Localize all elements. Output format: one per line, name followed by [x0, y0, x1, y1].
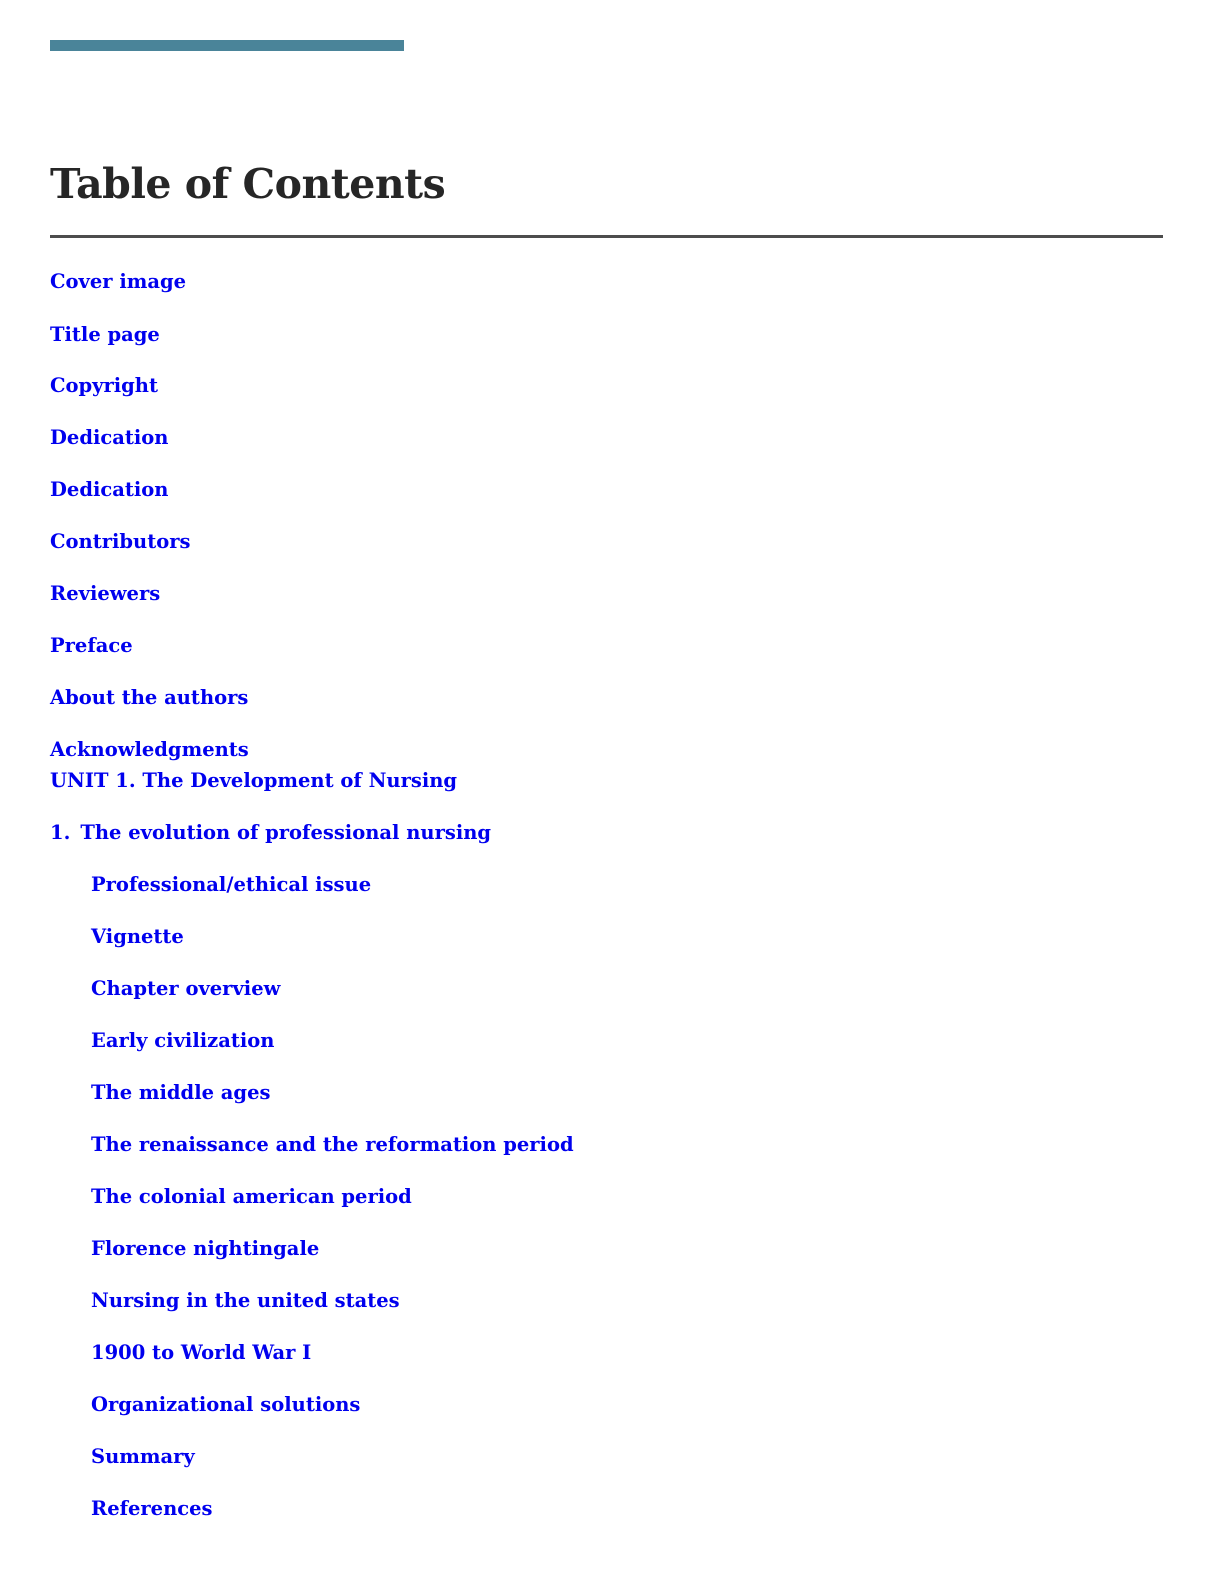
- toc-link-early-civilization[interactable]: Early civilization: [91, 1029, 275, 1052]
- toc-link-chapter-1[interactable]: [50, 821, 491, 844]
- chapter-number: 1.: [50, 821, 71, 844]
- toc-link-contributors[interactable]: Contributors: [50, 530, 191, 553]
- toc-item-references: [91, 1497, 213, 1520]
- toc-link-acknowledgments[interactable]: Acknowledgments: [50, 738, 249, 761]
- toc-item-cover-image: [50, 270, 186, 293]
- toc-link-reviewers[interactable]: Reviewers: [50, 582, 161, 605]
- toc-link-florence-nightingale[interactable]: Florence nightingale: [91, 1237, 320, 1260]
- toc-item-title-page: [50, 323, 160, 346]
- toc-item-summary: [91, 1445, 195, 1468]
- toc-item-renaissance-reformation: [91, 1133, 574, 1156]
- toc-link-middle-ages[interactable]: The middle ages: [91, 1081, 271, 1104]
- toc-item-acknowledgments: [50, 738, 249, 761]
- toc-item-reviewers: [50, 582, 160, 605]
- toc-link-preface[interactable]: Preface: [50, 634, 133, 657]
- toc-link-dedication[interactable]: Dedication: [50, 478, 169, 501]
- toc-link-summary[interactable]: Summary: [91, 1445, 195, 1468]
- toc-item-preface: [50, 634, 133, 657]
- toc-item-nursing-in-united-states: [91, 1289, 400, 1312]
- toc-link-cover-image[interactable]: Cover image: [50, 270, 187, 293]
- toc-item-about-the-authors: [50, 686, 248, 709]
- toc-item-unit-1: [50, 769, 457, 792]
- toc-item-copyright: [50, 374, 158, 397]
- toc-item-chapter-overview: [91, 977, 280, 1000]
- toc-link-professional-ethical-issue[interactable]: Professional/ethical issue: [91, 873, 372, 896]
- toc-item-dedication-2: [50, 478, 168, 501]
- toc-link-unit-1[interactable]: UNIT 1. The Development of Nursing: [50, 769, 458, 792]
- toc-item-dedication-1: [50, 426, 168, 449]
- toc-item-colonial-american-period: [91, 1185, 412, 1208]
- toc-link-references[interactable]: References: [91, 1497, 213, 1520]
- toc-item-professional-ethical-issue: [91, 873, 371, 896]
- toc-item-organizational-solutions: [91, 1393, 360, 1416]
- toc-link-chapter-overview[interactable]: Chapter overview: [91, 977, 281, 1000]
- toc-item-contributors: [50, 530, 190, 553]
- toc-item-vignette: [91, 925, 184, 948]
- toc-link-colonial-american-period[interactable]: The colonial american period: [91, 1185, 412, 1208]
- toc-link-dedication[interactable]: Dedication: [50, 426, 169, 449]
- toc-link-renaissance-reformation[interactable]: The renaissance and the reformation period: [91, 1133, 574, 1156]
- toc-item-1900-to-world-war-i: [91, 1341, 311, 1364]
- toc-item-early-civilization: [91, 1029, 274, 1052]
- toc-link-nursing-in-united-states[interactable]: Nursing in the united states: [91, 1289, 400, 1312]
- toc-link-vignette[interactable]: Vignette: [91, 925, 184, 948]
- toc-link-about-the-authors[interactable]: About the authors: [50, 686, 249, 709]
- chapter-title: The evolution of professional nursing: [80, 821, 492, 844]
- toc-item-middle-ages: [91, 1081, 270, 1104]
- page-title: Table of Contents: [50, 160, 446, 208]
- toc-link-organizational-solutions[interactable]: Organizational solutions: [91, 1393, 361, 1416]
- toc-link-title-page[interactable]: Title page: [50, 323, 160, 346]
- toc-link-copyright[interactable]: Copyright: [50, 374, 158, 397]
- toc-item-florence-nightingale: [91, 1237, 319, 1260]
- toc-link-1900-to-world-war-i[interactable]: 1900 to World War I: [91, 1341, 312, 1364]
- toc-item-chapter-1: [50, 821, 491, 844]
